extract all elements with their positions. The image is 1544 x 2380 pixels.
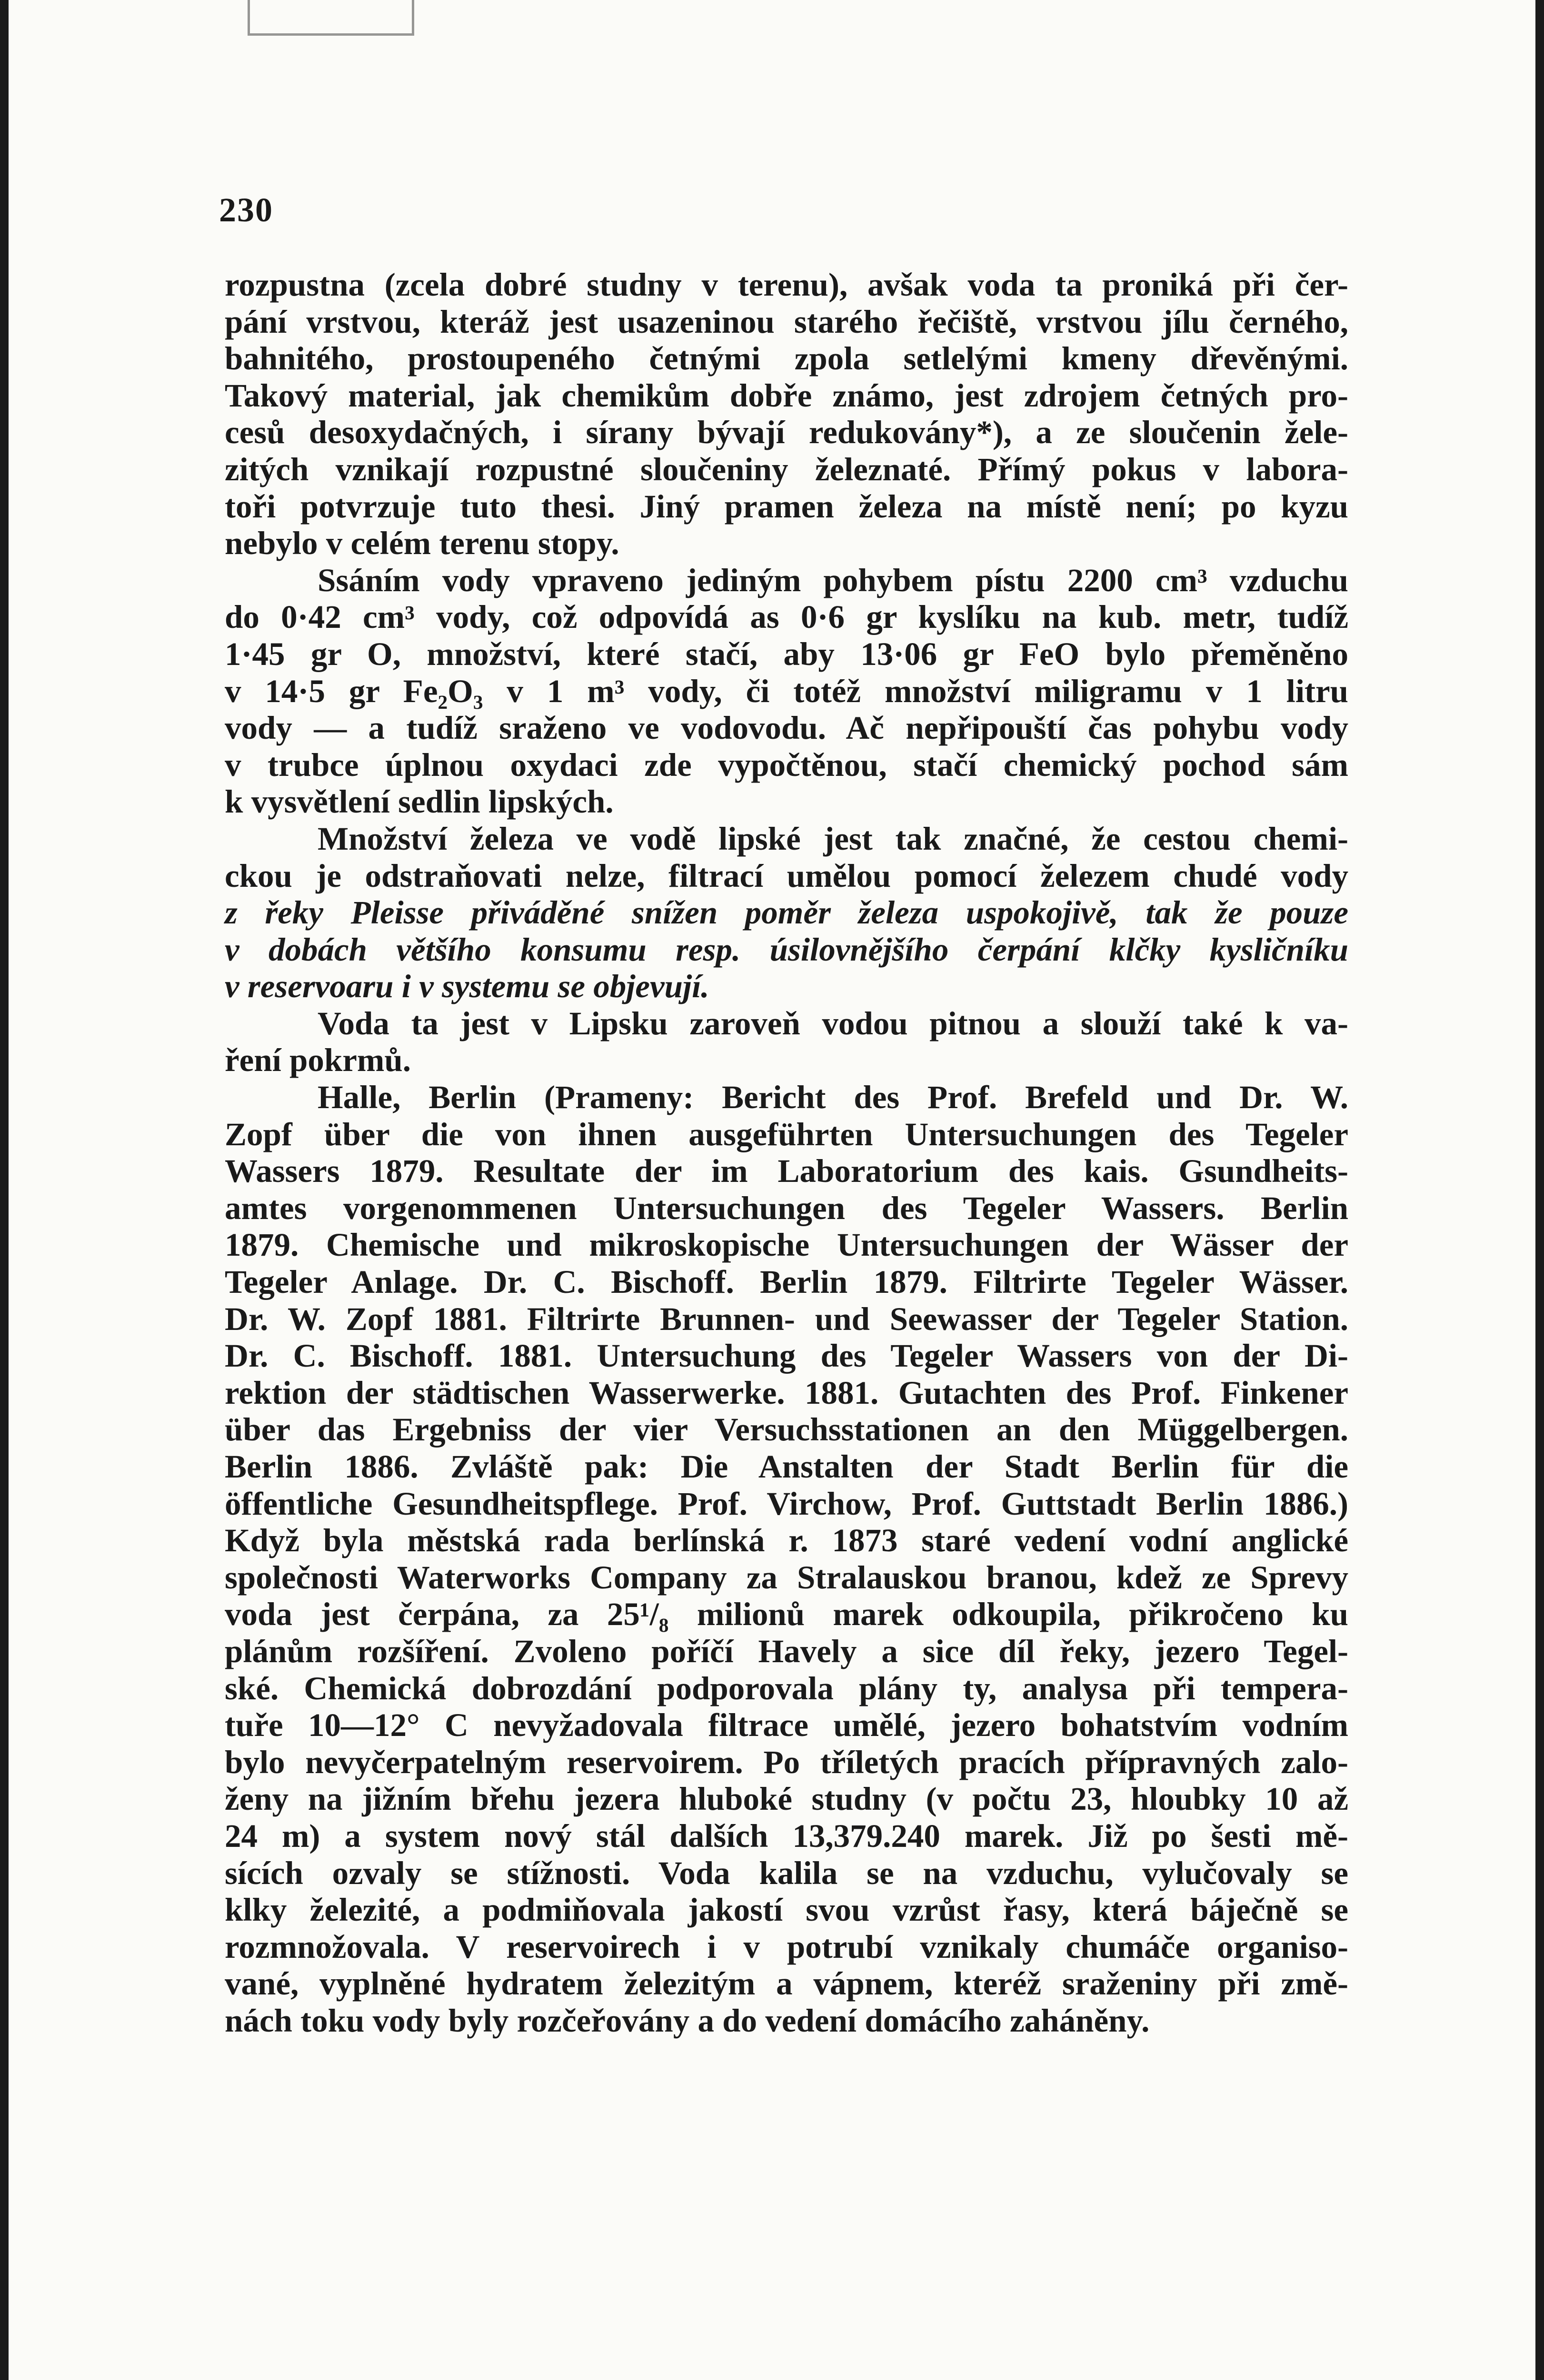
- text-line: bylo nevyčerpatelným reservoirem. Po tříletých pracích přípravných zalo-: [225, 1744, 1348, 1780]
- text-line: ženy na jižním břehu jezera hluboké studny (v počtu 23, hloubky 10 až: [225, 1781, 1348, 1817]
- text-line: sících ozvaly se stížnosti. Voda kalila se na vzduchu, vylučovaly se: [225, 1854, 1348, 1891]
- text-line: Když byla městská rada berlínská r. 1873 staré vedení vodní anglické: [225, 1522, 1348, 1559]
- page-number: 230: [219, 191, 273, 229]
- text-line: společnosti Waterworks Company za Stralauskou branou, kdež ze Sprevy: [225, 1559, 1348, 1596]
- text-line: Dr. C. Bischoff. 1881. Untersuchung des Tegeler Wassers von der Di-: [225, 1338, 1348, 1374]
- text-line: zitých vznikají rozpustné sloučeniny železnaté. Přímý pokus v labora-: [225, 451, 1348, 487]
- text-line: Takový material, jak chemikům dobře známo, jest zdrojem četných pro-: [225, 377, 1348, 414]
- text-line: Voda ta jest v Lipsku zaroveň vodou pitnou a slouží také k va-: [318, 1005, 1348, 1041]
- text-line: Dr. W. Zopf 1881. Filtrirte Brunnen- und Seewasser der Tegeler Station.: [225, 1300, 1348, 1337]
- text-line: ské. Chemická dobrozdání podporovala plány ty, analysa při tempera-: [225, 1670, 1348, 1706]
- text-line: 1879. Chemische und mikroskopische Untersuchungen der Wässer der: [225, 1227, 1348, 1263]
- text-line: vané, vyplněné hydratem železitým a vápnem, kteréž sraženiny při změ-: [225, 1965, 1348, 2002]
- text-line: do 0·42 cm³ vody, což odpovídá as 0·6 gr kyslíku na kub. metr, tudíž: [225, 599, 1348, 635]
- scan-edge-left: [0, 0, 9, 2380]
- text-line: voda jest čerpána, za 25¹/₈ milionů marek odkoupila, přikročeno ku: [225, 1596, 1348, 1633]
- text-line: pání vrstvou, kteráž jest usazeninou starého řečiště, vrstvou jílu černého,: [225, 303, 1348, 340]
- text-line: nebylo v celém terenu stopy.: [225, 525, 619, 562]
- text-line: nách toku vody byly rozčeřovány a do vedení domácího zaháněny.: [225, 2002, 1150, 2039]
- text-line: Zopf über die von ihnen ausgeführten Untersuchungen des Tegeler: [225, 1116, 1348, 1152]
- text-line: Wassers 1879. Resultate der im Laboratorium des kais. Gsundheits-: [225, 1153, 1348, 1190]
- text-line-italic: v dobách většího konsumu resp. úsilovnějšího čerpání klčky kysličníku: [225, 931, 1348, 968]
- text-line: rozmnožovala. V reservoirech i v potrubí vznikaly chumáče organiso-: [225, 1928, 1348, 1965]
- text-line: toři potvrzuje tuto thesi. Jiný pramen železa na místě není; po kyzu: [225, 488, 1348, 525]
- text-line: bahnitého, prostoupeného četnými zpola setlelými kmeny dřevěnými.: [225, 340, 1348, 377]
- text-line: amtes vorgenommenen Untersuchungen des Tegeler Wassers. Berlin: [225, 1190, 1348, 1226]
- body-text: [225, 267, 1348, 2040]
- text-line: klky železité, a podmiňovala jakostí svou vzrůst řasy, která báječně se: [225, 1892, 1348, 1928]
- text-line: Halle, Berlin (Prameny: Bericht des Prof. Brefeld und Dr. W.: [318, 1079, 1348, 1116]
- text-line: cesů desoxydačných, i sírany bývají redukovány*), a ze sloučenin žele-: [225, 414, 1348, 451]
- text-line: rozpustna (zcela dobré studny v terenu), avšak voda ta proniká při čer-: [225, 267, 1348, 303]
- text-line: v 14·5 gr Fe₂O₃ v 1 m³ vody, či totéž množství miligramu v 1 litru: [225, 673, 1348, 709]
- text-line-italic: z řeky Pleisse přiváděné snížen poměr železa uspokojivě, tak že pouze: [225, 894, 1348, 931]
- scan-top-mark: [248, 0, 414, 36]
- text-line: Množství železa ve vodě lipské jest tak značné, že cestou chemi-: [318, 820, 1348, 857]
- text-line: 24 m) a system nový stál dalších 13,379.240 marek. Již po šesti mě-: [225, 1817, 1348, 1854]
- text-line: plánům rozšíření. Zvoleno poříčí Havely a sice díl řeky, jezero Tegel-: [225, 1633, 1348, 1669]
- text-line: tuře 10—12° C nevyžadovala filtrace umělé, jezero bohatstvím vodním: [225, 1707, 1348, 1744]
- text-line: Berlin 1886. Zvláště pak: Die Anstalten der Stadt Berlin für die: [225, 1448, 1348, 1485]
- text-line: Ssáním vody vpraveno jediným pohybem pístu 2200 cm³ vzduchu: [318, 562, 1348, 598]
- text-line: ckou je odstraňovati nelze, filtrací umělou pomocí železem chudé vody: [225, 857, 1348, 894]
- text-line-italic: v reservoaru i v systemu se objevují.: [225, 968, 709, 1005]
- scan-edge-right: [1535, 0, 1544, 2380]
- text-line: k vysvětlení sedlin lipských.: [225, 783, 614, 820]
- text-line: öffentliche Gesundheitspflege. Prof. Virchow, Prof. Guttstadt Berlin 1886.): [225, 1485, 1348, 1522]
- text-line: vody — a tudíž sraženo ve vodovodu. Ač nepřipouští čas pohybu vody: [225, 710, 1348, 746]
- text-line: ření pokrmů.: [225, 1042, 411, 1079]
- text-line: 1·45 gr O, množství, které stačí, aby 13·06 gr FeO bylo přeměněno: [225, 635, 1348, 672]
- text-line: über das Ergebniss der vier Versuchsstationen an den Müggelbergen.: [225, 1411, 1348, 1448]
- text-line: rektion der städtischen Wasserwerke. 1881. Gutachten des Prof. Finkener: [225, 1374, 1348, 1411]
- text-line: v trubce úplnou oxydaci zde vypočtěnou, stačí chemický pochod sám: [225, 746, 1348, 783]
- text-line: Tegeler Anlage. Dr. C. Bischoff. Berlin 1879. Filtrirte Tegeler Wässer.: [225, 1264, 1348, 1300]
